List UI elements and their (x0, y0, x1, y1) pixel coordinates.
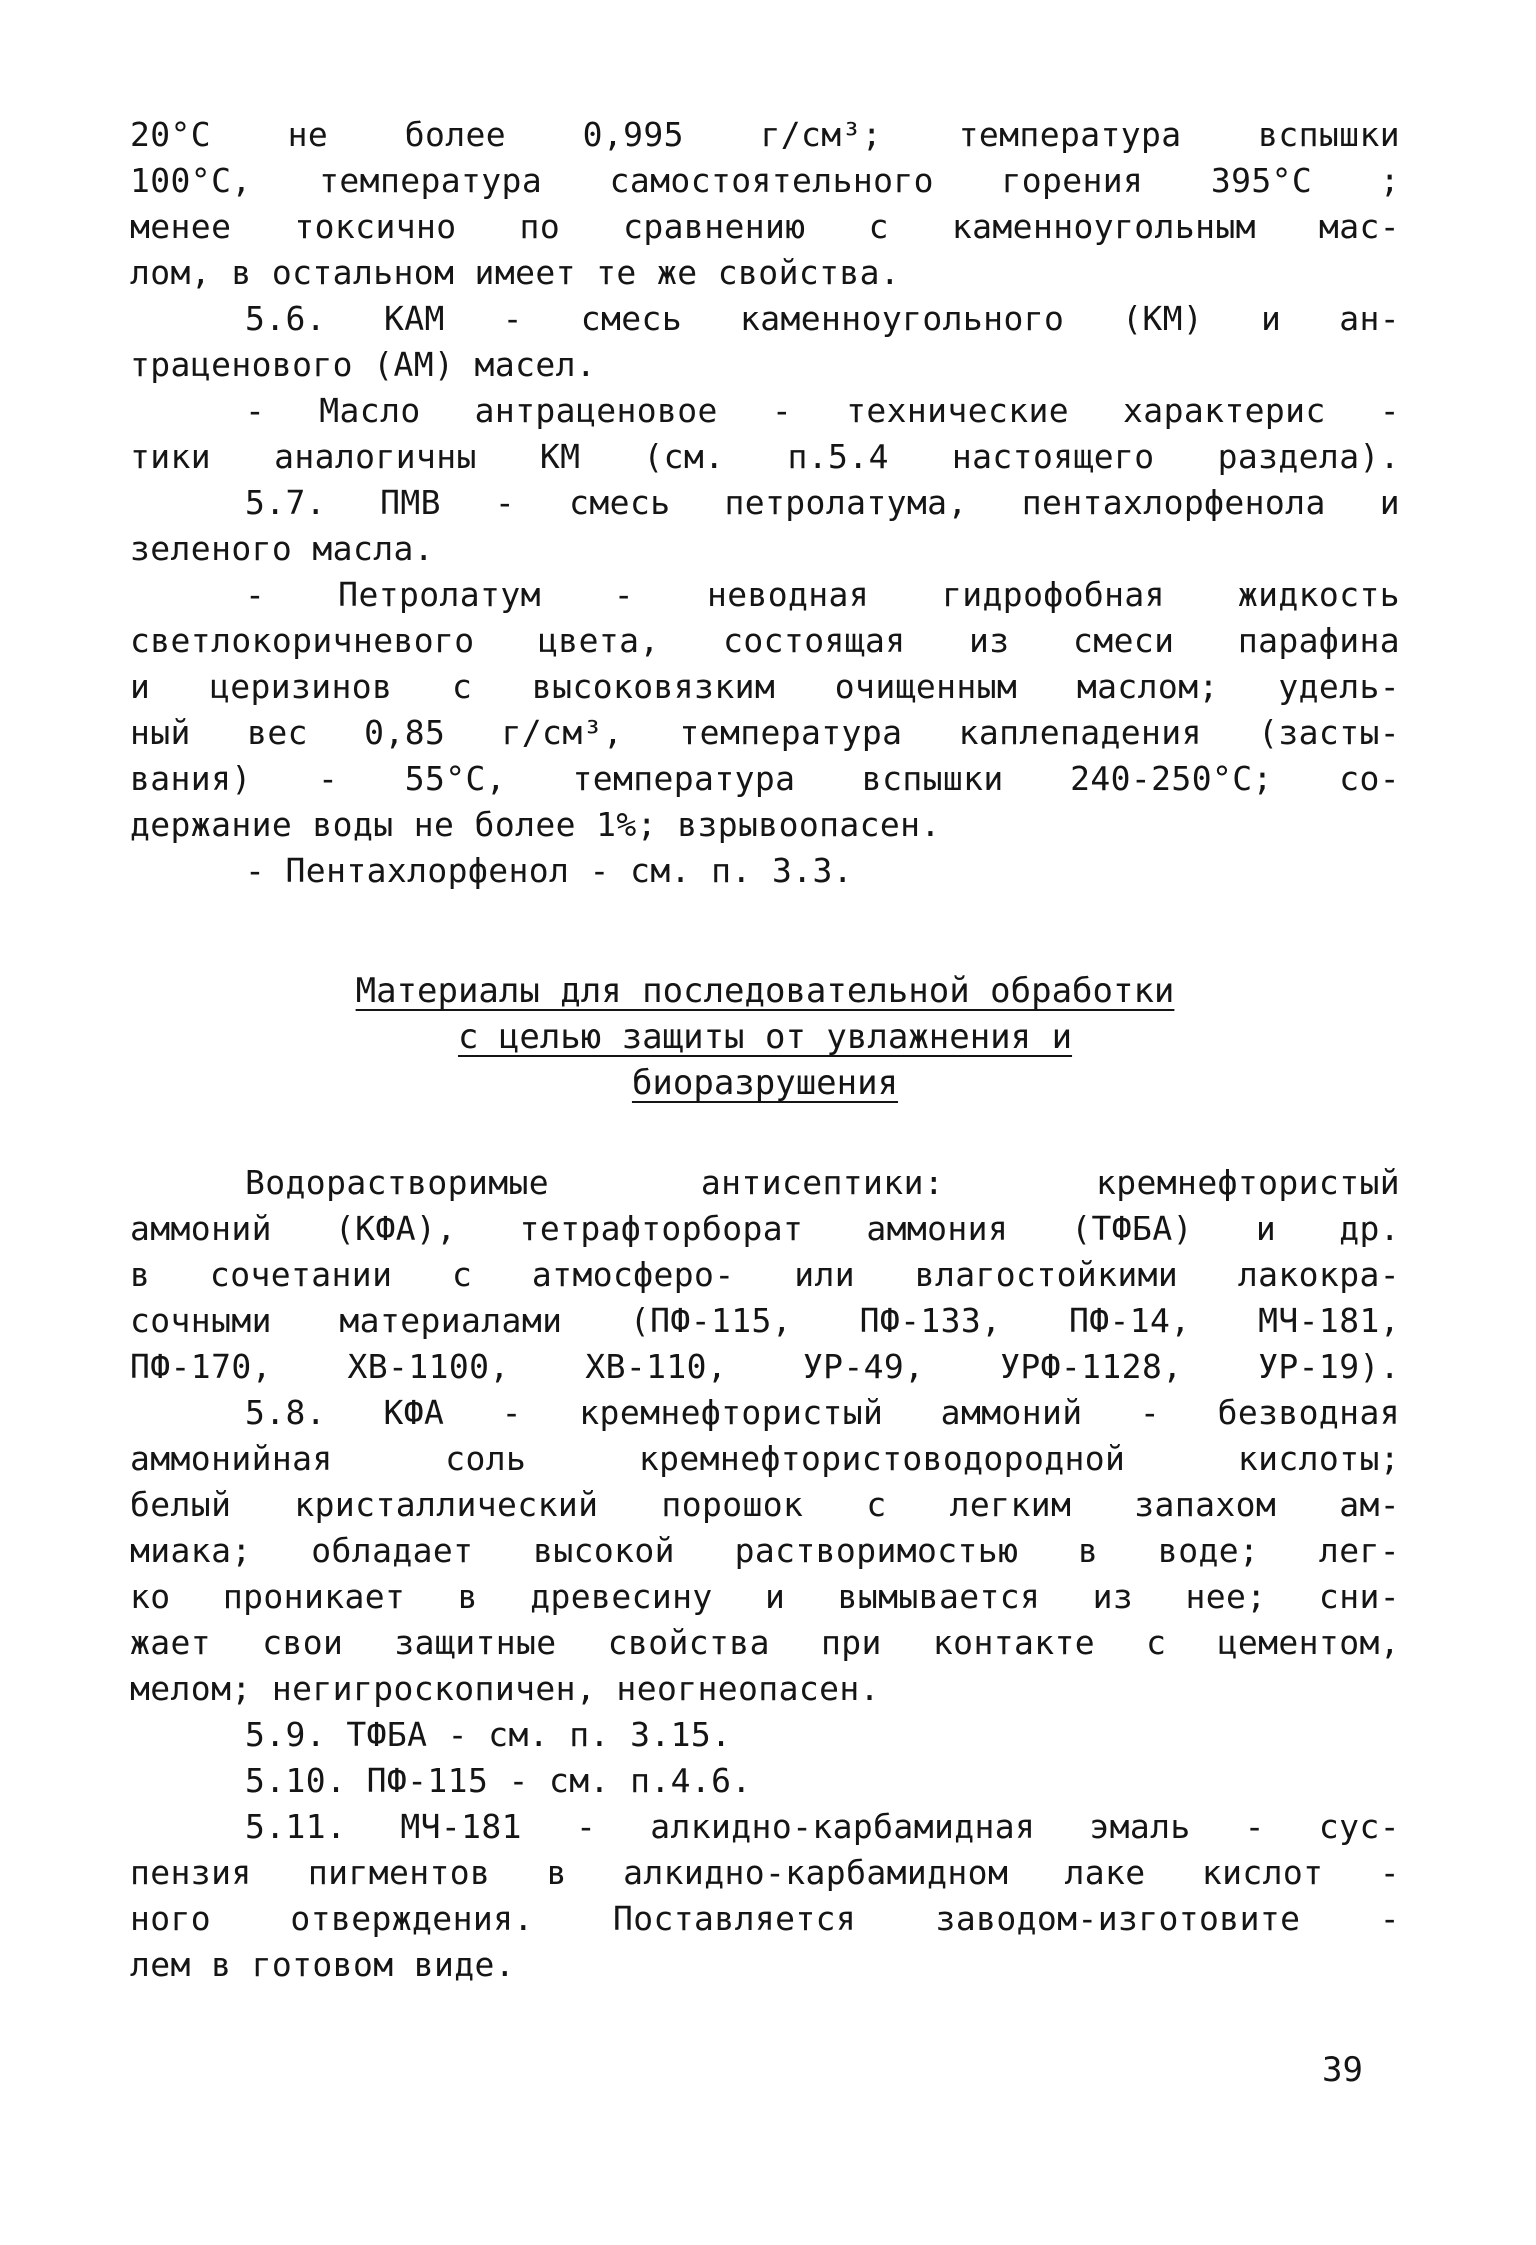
text-line: зеленого масла. (130, 529, 435, 568)
text-line: 5.8. КФА - кремнефтористый аммоний - безводная (245, 1393, 1400, 1432)
text-line: мелом; негигроскопичен, неогнеопасен. (130, 1669, 880, 1708)
text-line: вания) - 55°С, температура вспышки 240-250°С; со- (130, 759, 1400, 798)
text-line: 5.9. ТФБА - см. п. 3.15. (245, 1715, 732, 1754)
text-line: менее токсично по сравнению с каменноугольным мас- (130, 207, 1400, 246)
bottom-text-block (130, 1160, 1400, 1988)
text-line: траценового (АМ) масел. (130, 345, 597, 384)
section-heading (130, 968, 1400, 1106)
text-line: - Масло антраценовое - технические характерис - (245, 391, 1400, 430)
text-line: белый кристаллический порошок с легким запахом ам- (130, 1485, 1400, 1524)
text-line: 20°С не более 0,995 г/см³; температура вспышки (130, 115, 1400, 154)
text-line: аммоний (КФА), тетрафторборат аммония (ТФБА) и др. (130, 1209, 1400, 1248)
page-number: 39 (1322, 2050, 1363, 2090)
text-line: в сочетании с атмосферо- или влагостойкими лакокра- (130, 1255, 1400, 1294)
text-line: - Пентахлорфенол - см. п. 3.3. (245, 851, 854, 890)
text-line: 100°С, температура самостоятельного горения 395°С ; (130, 161, 1400, 200)
text-line: тики аналогичны КМ (см. п.5.4 настоящего раздела). (130, 437, 1400, 476)
text-line: и церизинов с высоковязким очищенным маслом; удель- (130, 667, 1400, 706)
text-line: сочными материалами (ПФ-115, ПФ-133, ПФ-14, МЧ-181, (130, 1301, 1400, 1340)
text-line: ный вес 0,85 г/см³, температура каплепадения (засты- (130, 713, 1400, 752)
text-line: пензия пигментов в алкидно-карбамидном лаке кислот - (130, 1853, 1400, 1892)
text-line: ко проникает в древесину и вымывается из нее; сни- (130, 1577, 1400, 1616)
text-line: ПФ-170, ХВ-1100, ХВ-110, УР-49, УРФ-1128, УР-19). (130, 1347, 1400, 1386)
text-line: держание воды не более 1%; взрывоопасен. (130, 805, 941, 844)
text-line: лем в готовом виде. (130, 1945, 516, 1984)
text-line: лом, в остальном имеет те же свойства. (130, 253, 901, 292)
top-text-block (130, 112, 1400, 894)
text-line: 5.10. ПФ-115 - см. п.4.6. (245, 1761, 752, 1800)
heading-line: с целью защиты от увлажнения и (457, 1017, 1073, 1057)
text-line: Водорастворимые антисептики: кремнефтористый (245, 1163, 1400, 1202)
text-line: 5.11. МЧ-181 - алкидно-карбамидная эмаль - сус- (245, 1807, 1400, 1846)
heading-line: биоразрушения (631, 1063, 899, 1103)
text-line: 5.6. КАМ - смесь каменноугольного (КМ) и ан- (245, 299, 1400, 338)
text-line: 5.7. ПМВ - смесь петролатума, пентахлорфенола и (245, 483, 1400, 522)
text-line: ного отверждения. Поставляется заводом-изготовите - (130, 1899, 1400, 1938)
text-line: аммонийная соль кремнефтористоводородной кислоты; (130, 1439, 1400, 1478)
heading-line: Материалы для последовательной обработки (355, 971, 1175, 1011)
text-line: - Петролатум - неводная гидрофобная жидкость (245, 575, 1400, 614)
text-line: светлокоричневого цвета, состоящая из смеси парафина (130, 621, 1400, 660)
text-line: миака; обладает высокой растворимостью в воде; лег- (130, 1531, 1400, 1570)
text-line: жает свои защитные свойства при контакте с цементом, (130, 1623, 1400, 1662)
